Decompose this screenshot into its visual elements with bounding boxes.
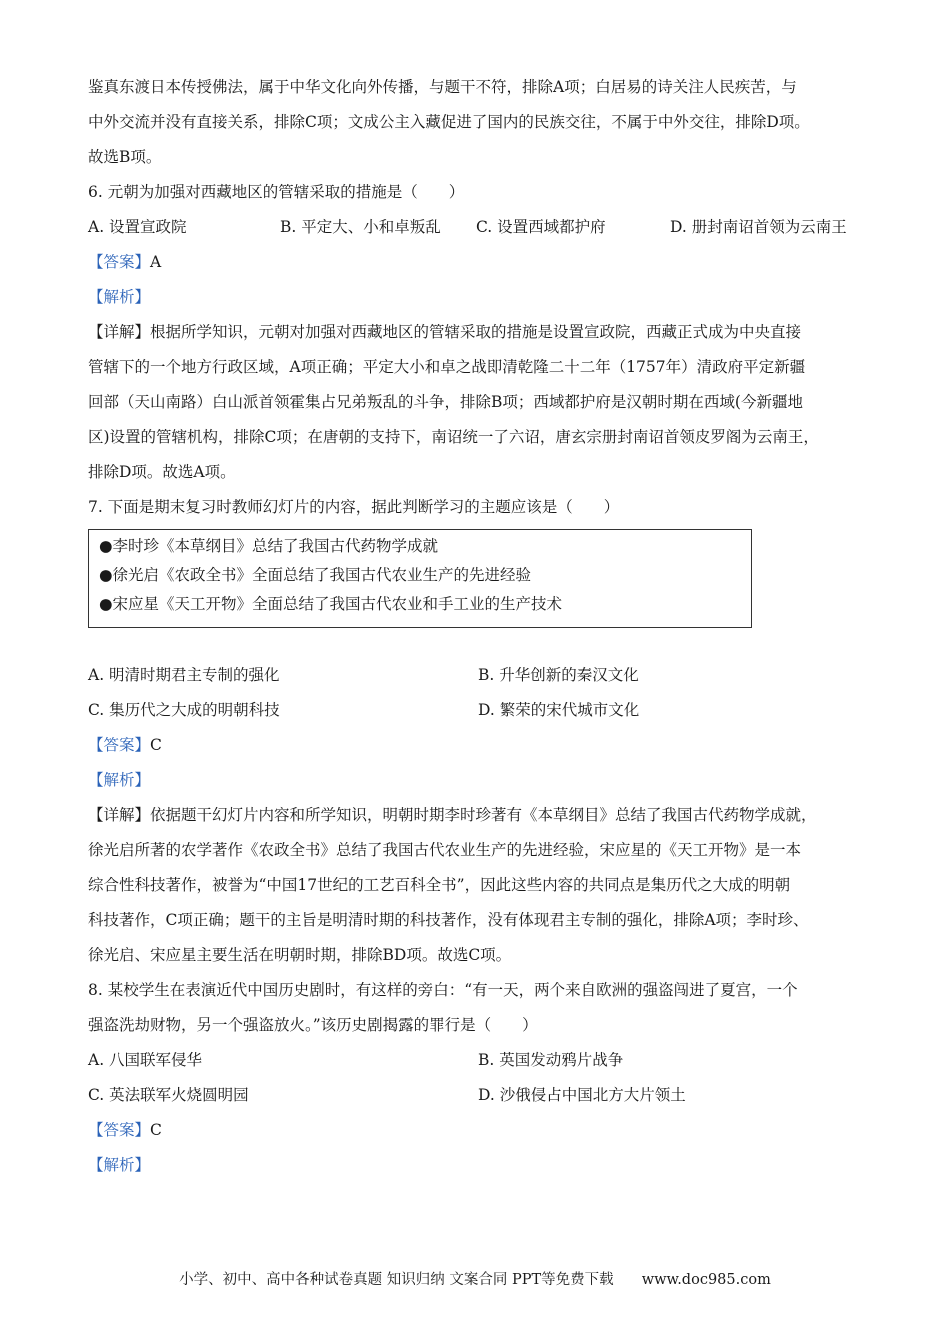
answer-line [88, 728, 878, 763]
option-c: C. 集历代之大成的明朝科技 [88, 701, 280, 719]
footer-text: 小学、初中、高中各种试卷真题 知识归纳 文案合同 PPT等免费下载 [179, 1272, 614, 1288]
answer-tag: 【答案】 [88, 1121, 151, 1139]
option-a: A. 设置宣政院 [88, 218, 187, 236]
detail-line: 排除D项。故选A项。 [88, 463, 236, 481]
detail-line [88, 798, 878, 833]
intro-line: 鉴真东渡日本传授佛法，属于中华文化向外传播，与题干不符，排除A项；白居易的诗关注人民疾苦，与 [88, 78, 797, 96]
analysis-line [88, 763, 878, 798]
option-c: C. 设置西域都护府 [476, 218, 606, 236]
answer-line [88, 245, 878, 280]
answer-line [88, 1113, 878, 1148]
answer-tag: 【答案】 [88, 736, 151, 754]
detail-tag: 【详解】 [88, 323, 151, 341]
question-6-options [88, 210, 878, 245]
question-8-options-row1 [88, 1043, 878, 1078]
slide-bullet: ●徐光启《农政全书》全面总结了我国古代农业生产的先进经验 [99, 566, 532, 584]
detail-text: 依据题干幻灯片内容和所学知识，明朝时期李时珍著有《本草纲目》总结了我国古代药物学成就， [150, 806, 817, 824]
detail-line: 科技著作，C项正确；题干的主旨是明清时期的科技著作，没有体现君主专制的强化，排除A项；李时珍、 [88, 911, 809, 929]
analysis-line [88, 1148, 878, 1183]
detail-line: 综合性科技著作，被誉为“中国17世纪的工艺百科全书”，因此这些内容的共同点是集历代之大成的明朝 [88, 876, 791, 894]
detail-line: 回部（天山南路）白山派首领霍集占兄弟叛乱的斗争，排除B项；西域都护府是汉朝时期在西域(今新疆地 [88, 393, 803, 411]
analysis-tag: 【解析】 [88, 1156, 151, 1174]
option-a: A. 明清时期君主专制的强化 [88, 666, 280, 684]
detail-line [88, 315, 878, 350]
answer-tag: 【答案】 [88, 253, 151, 271]
footer-url[interactable]: www.doc985.com [641, 1272, 771, 1288]
question-7-options-row1 [88, 658, 878, 693]
answer-value: C [150, 736, 162, 754]
slide-bullet: ●李时珍《本草纲目》总结了我国古代药物学成就 [99, 537, 439, 555]
page-content [88, 70, 878, 1183]
question-6: 6. 元朝为加强对西藏地区的管辖采取的措施是（ ） [88, 183, 465, 201]
detail-line: 徐光启、宋应星主要生活在明朝时期，排除BD项。故选C项。 [88, 946, 512, 964]
answer-value: C [150, 1121, 162, 1139]
intro-line: 故选B项。 [88, 148, 162, 166]
intro-line: 中外交流并没有直接关系，排除C项；文成公主入藏促进了国内的民族交往，不属于中外交往，排除D项。 [88, 113, 810, 131]
page-footer [0, 1268, 950, 1289]
analysis-line [88, 280, 878, 315]
option-b: B. 英国发动鸦片战争 [478, 1051, 624, 1069]
question-8: 8. 某校学生在表演近代中国历史剧时，有这样的旁白：“有一天，两个来自欧洲的强盗闯进了夏宫，一个 [88, 981, 798, 999]
detail-line: 区)设置的管辖机构，排除C项；在唐朝的支持下，南诏统一了六诏，唐玄宗册封南诏首领皮罗阁为云南王， [88, 428, 819, 446]
question-7-options-row2 [88, 693, 878, 728]
question-8-cont: 强盗洗劫财物，另一个强盗放火。”该历史剧揭露的罪行是（ ） [88, 1016, 538, 1034]
option-d: D. 沙俄侵占中国北方大片领土 [478, 1086, 686, 1104]
detail-tag: 【详解】 [88, 806, 151, 824]
question-8-options-row2 [88, 1078, 878, 1113]
detail-text: 根据所学知识，元朝对加强对西藏地区的管辖采取的措施是设置宣政院，西藏正式成为中央直接 [150, 323, 802, 341]
option-d: D. 册封南诏首领为云南王 [670, 218, 847, 236]
option-c: C. 英法联军火烧圆明园 [88, 1086, 249, 1104]
option-b: B. 升华创新的秦汉文化 [478, 666, 639, 684]
slide-content-box [88, 529, 752, 628]
answer-value: A [150, 253, 162, 271]
question-7: 7. 下面是期末复习时教师幻灯片的内容，据此判断学习的主题应该是（ ） [88, 498, 620, 516]
option-a: A. 八国联军侵华 [88, 1051, 203, 1069]
analysis-tag: 【解析】 [88, 288, 151, 306]
option-b: B. 平定大、小和卓叛乱 [280, 218, 441, 236]
detail-line: 管辖下的一个地方行政区域，A项正确；平定大小和卓之战即清乾隆二十二年（1757年）清政府平定新疆 [88, 358, 806, 376]
option-d: D. 繁荣的宋代城市文化 [478, 701, 640, 719]
slide-bullet: ●宋应星《天工开物》全面总结了我国古代农业和手工业的生产技术 [99, 595, 563, 613]
analysis-tag: 【解析】 [88, 771, 151, 789]
detail-line: 徐光启所著的农学著作《农政全书》总结了我国古代农业生产的先进经验，宋应星的《天工开物》是一本 [88, 841, 802, 859]
